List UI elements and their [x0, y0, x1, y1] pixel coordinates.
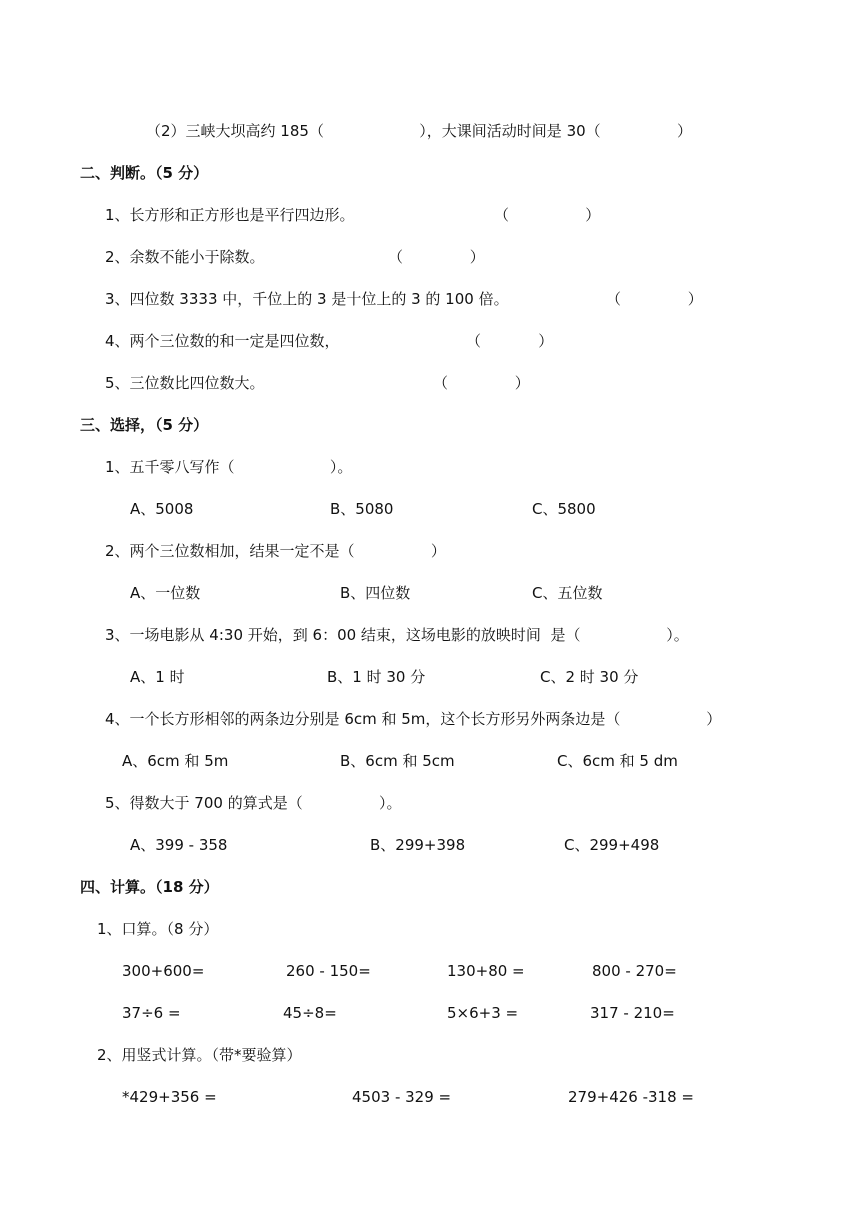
- answer-bracket[interactable]: （ ）: [494, 206, 601, 224]
- judge-item-1: 1、长方形和正方形也是平行四边形。: [105, 206, 355, 224]
- option-a[interactable]: A、6cm 和 5m: [122, 752, 229, 770]
- option-a[interactable]: A、一位数: [130, 584, 201, 602]
- option-a[interactable]: A、399 - 358: [130, 836, 228, 854]
- choice-question-1: 1、五千零八写作（ ）。: [105, 458, 353, 476]
- choice-question-4: 4、一个长方形相邻的两条边分别是 6cm 和 5m，这个长方形另外两条边是（ ）: [105, 710, 722, 728]
- judge-item-2: 2、余数不能小于除数。: [105, 248, 265, 266]
- judge-item-5: 5、三位数比四位数大。: [105, 374, 265, 392]
- judge-item-4: 4、两个三位数的和一定是四位数，: [105, 332, 340, 350]
- option-a[interactable]: A、1 时: [130, 668, 185, 686]
- option-b[interactable]: B、6cm 和 5cm: [340, 752, 455, 770]
- judge-item-3: 3、四位数 3333 中，千位上的 3 是十位上的 3 的 100 倍。: [105, 290, 509, 308]
- option-c[interactable]: C、5800: [532, 500, 596, 518]
- vertical-expression: 279+426 -318 =: [568, 1088, 694, 1106]
- oral-expression: 45÷8=: [283, 1004, 337, 1022]
- option-c[interactable]: C、2 时 30 分: [540, 668, 639, 686]
- answer-bracket[interactable]: （ ）: [466, 332, 554, 350]
- vertical-expression: *429+356 =: [122, 1088, 217, 1106]
- oral-expression: 37÷6 =: [122, 1004, 181, 1022]
- option-b[interactable]: B、四位数: [340, 584, 411, 602]
- option-a[interactable]: A、5008: [130, 500, 194, 518]
- option-c[interactable]: C、299+498: [564, 836, 660, 854]
- answer-bracket[interactable]: （ ）: [433, 374, 530, 392]
- choice-question-2: 2、两个三位数相加，结果一定不是（ ）: [105, 542, 446, 560]
- section-title-choice: 三、选择，（5 分）: [80, 416, 209, 434]
- oral-expression: 130+80 =: [447, 962, 525, 980]
- choice-question-3: 3、一场电影从 4:30 开始，到 6：00 结束，这场电影的放映时间 是（ ）。: [105, 626, 689, 644]
- vertical-expression: 4503 - 329 =: [352, 1088, 452, 1106]
- option-b[interactable]: B、299+398: [370, 836, 466, 854]
- oral-expression: 260 - 150=: [286, 962, 371, 980]
- option-b[interactable]: B、1 时 30 分: [327, 668, 426, 686]
- oral-calc-title: 1、口算。（8 分）: [97, 920, 219, 938]
- choice-question-5: 5、得数大于 700 的算式是（ ）。: [105, 794, 402, 812]
- section-title-judge: 二、判断。（5 分）: [80, 164, 209, 182]
- answer-bracket[interactable]: （ ）: [606, 290, 703, 308]
- section-title-calc: 四、计算。（18 分）: [80, 878, 219, 896]
- vertical-calc-title: 2、用竖式计算。（带*要验算）: [97, 1046, 302, 1064]
- oral-expression: 800 - 270=: [592, 962, 677, 980]
- answer-bracket[interactable]: （ ）: [388, 248, 485, 266]
- oral-expression: 300+600=: [122, 962, 205, 980]
- option-b[interactable]: B、5080: [330, 500, 394, 518]
- oral-expression: 5×6+3 =: [447, 1004, 519, 1022]
- option-c[interactable]: C、五位数: [532, 584, 603, 602]
- fill-blank-question-2: （2）三峡大坝高约 185（ ），大课间活动时间是 30（ ）: [146, 122, 692, 140]
- option-c[interactable]: C、6cm 和 5 dm: [557, 752, 678, 770]
- oral-expression: 317 - 210=: [590, 1004, 675, 1022]
